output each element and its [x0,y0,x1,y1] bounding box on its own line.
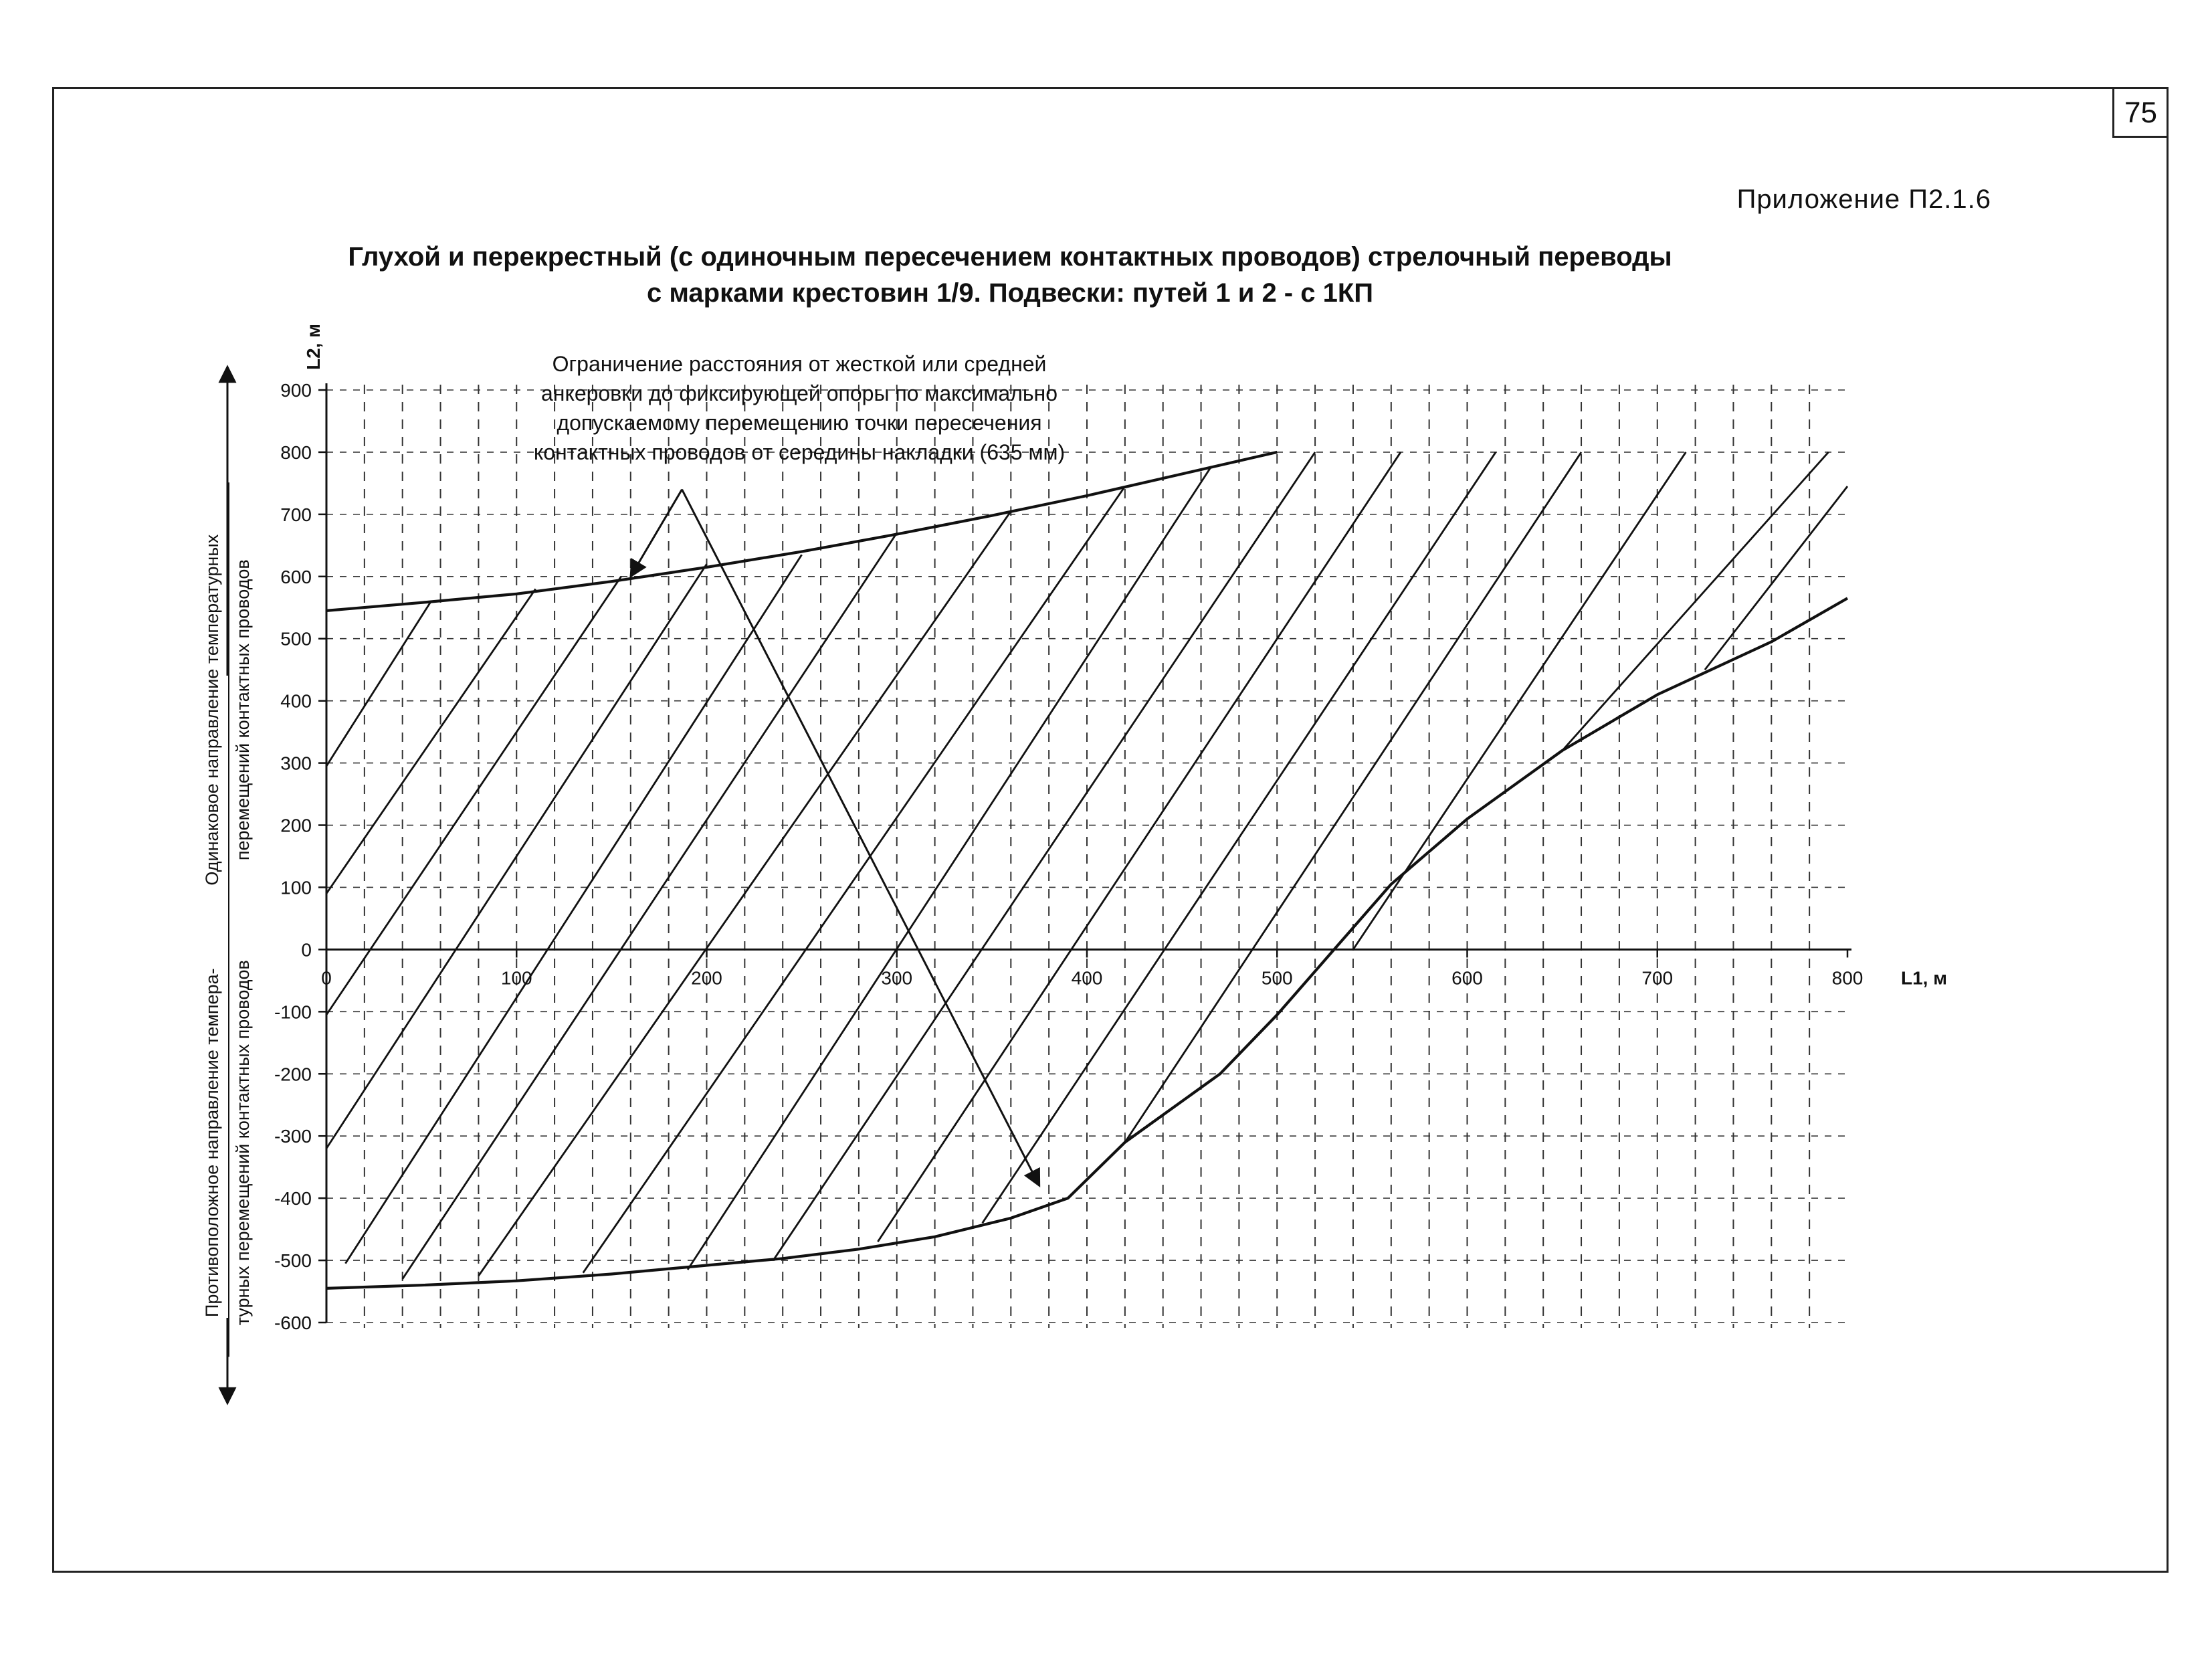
annotation [534,352,1065,1186]
x-axis-label: L1, м [1901,967,1947,989]
family-line [688,468,1211,1270]
y-tick-label: -600 [274,1312,312,1333]
y-axis-label: L2, м [303,324,324,370]
x-tick-label: 500 [1261,967,1293,989]
annotation-text-line: допускаемому перемещению точки пересечения [557,411,1042,435]
family-line [1125,452,1581,1143]
family-line [773,452,1315,1260]
side-label-negative-2: турных перемещений контактных проводов [233,960,253,1326]
family-line [326,601,431,766]
y-tick-label: 800 [280,442,312,463]
x-tick-label: 700 [1641,967,1674,989]
y-tick-label: -100 [274,1001,312,1023]
y-tick-label: 600 [280,566,312,587]
grid-lines [326,385,1847,1328]
upper-boundary-curve [326,452,1277,611]
y-tick-label: -500 [274,1250,312,1272]
family-line [583,486,1125,1273]
side-label-negative-1: Противоположное направление темпера- [202,968,222,1317]
side-label-positive-2: перемещений контактных проводов [233,559,253,861]
y-tick-label: 400 [280,690,312,712]
y-tick-label: 200 [280,815,312,836]
x-tick-label: 600 [1451,967,1483,989]
chart-title-line2: с марками крестовин 1/9. Подвески: путей 1 и 2 - с 1КП [646,278,1374,308]
y-tick-label: 0 [301,939,312,961]
y-tick-label: -200 [274,1064,312,1085]
chart-title-line1: Глухой и перекрестный (с одиночным пересечением контактных проводов) стрелочный переводы [348,242,1672,272]
annotation-text-line: контактных проводов от середины накладки (635 мм) [533,440,1066,464]
x-tick-label: 0 [321,967,332,989]
x-tick-label: 300 [881,967,913,989]
y-tick-label: -400 [274,1188,312,1209]
annotation-text-line: Ограничение расстояния от жесткой или средней [552,352,1047,376]
annotation-arrow-left [631,490,682,577]
y-tick-label: 500 [280,628,312,650]
family-line [326,589,536,893]
appendix-label: Приложение П2.1.6 [1736,185,1991,214]
x-tick-label: 100 [500,967,532,989]
tick-labels [274,324,1947,1333]
page-number: 75 [2112,88,2167,138]
y-tick-label: 100 [280,877,312,898]
family-line [403,533,897,1279]
x-tick-label: 200 [691,967,722,989]
y-tick-label: -300 [274,1126,312,1147]
annotation-text-line: анкеровки до фиксирующей опоры по максимально [540,381,1058,405]
annotation-arrow-right [682,490,1039,1186]
x-tick-label: 400 [1071,967,1103,989]
y-tick-label: 300 [280,753,312,774]
family-line [878,452,1401,1242]
x-tick-label: 800 [1831,967,1864,989]
side-labels [202,367,253,1403]
side-label-positive-1: Одинаковое направление температурных [202,534,222,886]
y-tick-label: 700 [280,504,312,525]
y-tick-label: 900 [280,380,312,401]
